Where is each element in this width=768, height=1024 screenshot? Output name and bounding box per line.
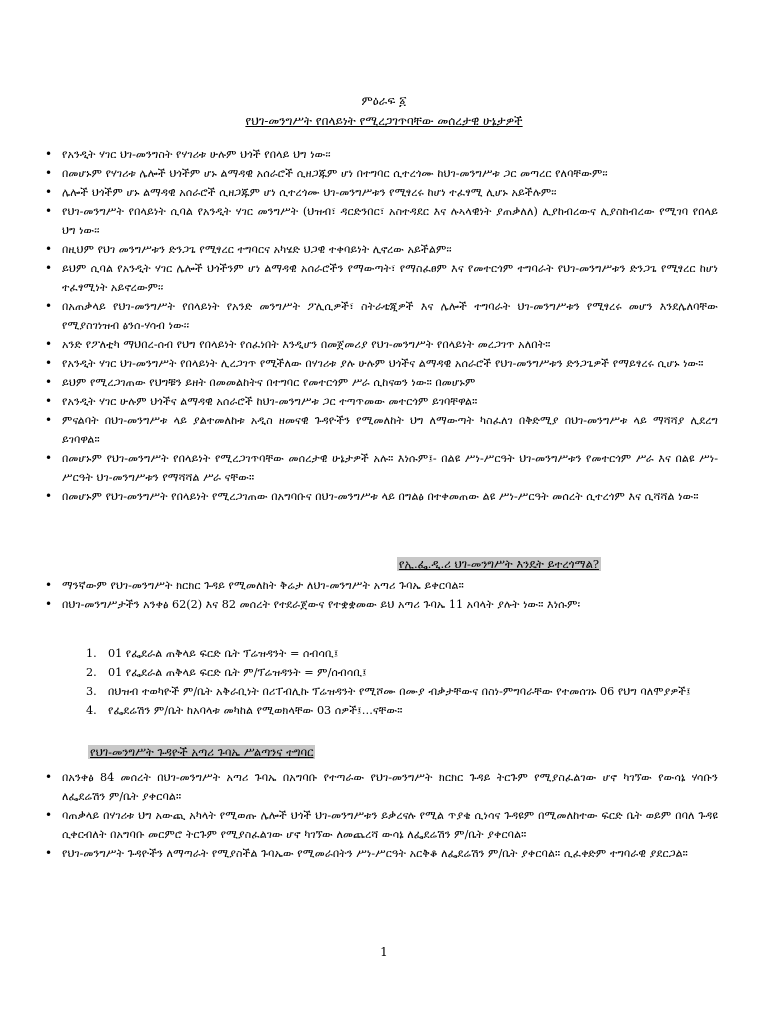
numbered-item <box>86 701 718 720</box>
bullet-list-council <box>62 768 718 863</box>
list-item: • አንድ የፖለቲካ ማህበረ-ሰብ የህግ የበላይነት የሰፈነበት እንዲሆን በመጀመሪያ የህገ-መንግሥት የበላይነት መረጋገጥ አለበት። <box>62 335 718 354</box>
item-number: 4. <box>86 704 97 717</box>
numbered-list-members <box>86 644 718 720</box>
list-item: • በመሆኑም የህገ-መንግሥት የበላይነት የሚረጋገጠው በአግባቡና በህገ-መንግሥቱ ላይ በግልፅ በተቀመጠው ልዩ ሥነ-ሥርዓት መሰረት ሲተረጎም እና ሲሻሻል ነው። <box>62 487 718 506</box>
item-text: 01 የፌደራል ጠቅላይ ፍርድ ቤት ም/ፕሬዝዳንት = ም/ሰብሳቢ፤ <box>108 666 367 679</box>
highlighted-heading-text: የኢ.ፌ.ዲ.ሪ ህገ-መንግሥት እንዴት ይተረጎማል? <box>398 557 600 571</box>
list-item: • ይህም ሲባል የአንዲት ሃገር ሌሎች ህጎችንም ሆነ ልማዳዊ አሰራሮችን የማውጣት፣ የማስፈፀም እና የመተርጎም ተግባራት የህገ-መንግሥቱን ድንጋጌ የሚፃረር ከሆነ ተፈፃሚነት አይኖረውም፡፡ <box>62 259 718 297</box>
bullet-list-interpretation <box>62 576 718 614</box>
section-heading-interpretation <box>115 556 768 573</box>
chapter-title: ምዕራፍ ፩ <box>361 94 407 108</box>
list-item: • የአንዲት ሃገር ሁሉም ህጎችና ልማዳዊ አሰራሮች ከህገ-መንግሥቱ ጋር ተጣጥመው መተርጎም ይገባቸዋል። <box>62 392 718 411</box>
section-heading-council-powers <box>88 744 688 761</box>
list-item: • በአጠቃላይ የህገ-መንግሥት የበላይነት የአንድ መንግሥት ፖሊሲዎች፣ ስትራቴጂዎች እና ሌሎች ተግባራት ህገ-መንግሥቱን የሚፃረሩ መሆን እንደሌለባቸው የሚያስገነዝብ ፅንሰ-ሃሳብ ነው፡፡ <box>62 297 718 335</box>
list-item: • የህገ-መንግሥት የበላይነት ሲባል የአንዲት ሃገር መንግሥት (ህዝብ፣ ዳርድንበር፣ አስተዳደር እና ሉኣላዊነት ያጠቃለለ) ሊያከብረውና ሊያስከብረው የሚገባ የበላይ ህግ ነው፡፡ <box>62 202 718 240</box>
list-item: • ባጠቃላይ በሃገሪቱ ህግ አውጪ አካላት የሚወጡ ሌሎች ህጎች ህገ-መንግሥቱን ይቃረናሉ የሚል ጥያቄ ሲነሳና ጉዳዩም በሚመለከተው ፍርድ ቤት ወይም በባለ ጉዳዩ ሲቀርብለት በአግባቡ መርምሮ ትርጉም የሚያስፈልገው ሆኖ ካገኘው ለመጨረሻ ውሳኔ ለፌደሬሽን ም/ቤት ያቀርባል። <box>62 806 718 844</box>
numbered-item <box>86 682 718 701</box>
list-item: • በዚህም የህገ መንግሥቱን ድንጋጌ የሚፃረር ተግባርና አካሄድ ህጋዊ ተቀባይነት ሊኖረው አይችልም፡፡ <box>62 240 718 259</box>
item-text: 01 የፌደራል ጠቅላይ ፍርድ ቤት ፕሬዝዳንት = ሰብሳቢ፤ <box>108 647 339 660</box>
numbered-item <box>86 663 718 682</box>
page-number: 1 <box>380 945 388 959</box>
bullet-list-intro <box>62 145 718 506</box>
list-item: • የአንዲት ሃገር ህገ-መንግስት የሃገሪቱ ሁሉም ህጎች የበላይ ህግ ነው፡፡ <box>62 145 718 164</box>
chapter-subtitle: የህገ-መንግሥት የበላይነት የሚረጋገጥባቸው መሰረታዊ ሁኔታዎች <box>245 114 523 128</box>
list-item: • የአንዲት ሃገር ህገ-መንግሥት የበላይነት ሊረጋገጥ የሚችለው በሃገሪቱ ያሉ ሁሉም ህጎችና ልማዳዊ አሰራሮች የህገ-መንግሥቱን ድንጋጌዎች የማይፃረሩ ሲሆኑ ነው። <box>62 354 718 373</box>
item-number: 1. <box>86 647 97 660</box>
item-number: 2. <box>86 666 97 679</box>
list-item: • በመሆኑም የሃገሪቱ ሌሎች ህጎችም ሆኑ ልማዳዊ አሰራሮች ሲዘጋጁም ሆነ በተግባር ሲተረጎሙ ከህገ-መንግሥቱ ጋር መጣረር የለባቸውም፡፡ <box>62 164 718 183</box>
list-item: • የህገ-መንግሥት ጉዳዮችን ለማጣራት የሚያስችል ጉባኤው የሚመራበትን ሥነ-ሥርዓት አርቅቆ ለፌደሬሽን ም/ቤት ያቀርባል። ሲፈቀድም ተግባራዊ ያደርጋል። <box>62 844 718 863</box>
list-item: • ምናልባት በህገ-መንግሥቱ ላይ ያልተመለከቱ አዲስ ዘመናዊ ጉዳዮችን የሚመለከት ህግ ለማውጣት ካስፈለገ በቅድሚያ በህገ-መንግሥቱ ላይ ማሻሻያ ሊደረግ ይገባዋል። <box>62 411 718 449</box>
list-item: • ይህም የሚረጋገጠው የህግቹን ይዘት በመመልከትና በተግባር የመተርጎም ሥራ ሲከናወን ነው። በመሆኑም <box>62 373 718 392</box>
list-item: • በመሆኑም የህገ-መንግሥት የበላይነት የሚረጋገጥባቸው መሰረታዊ ሁኔታዎች አሉ። እነሱም፤- በልዩ ሥነ-ሥርዓት ህገ-መንግሥቱን የመተርጎም ሥራ እና በልዩ ሥነ-ሥርዓት ህገ-መንግሥቱን የማሻሻል ሥራ ናቸው። <box>62 449 718 487</box>
list-item: • ሌሎች ህጎችም ሆኑ ልማዳዊ አሰራሮች ሲዘጋጁም ሆነ ሲተረጎሙ ህገ-መንግሥቱን የሚፃረሩ ከሆነ ተፈፃሚ ሊሆኑ አይችሉም፡፡ <box>62 183 718 202</box>
numbered-item <box>86 644 718 663</box>
item-text: በህዝብ ተወካዮች ም/ቤት አቅራቢነት በሪፐብሊኩ ፕሬዝዳንት የሚሾሙ በሙያ ብቃታቸውና በስነ-ምግባራቸው የተመሰገኑ 06 የህግ ባለሞያዎች፤ <box>108 685 691 698</box>
item-number: 3. <box>86 685 97 698</box>
list-item: • በአንቀፅ 84 መሰረት በህገ-መንግሥት አጣሪ ጉባኤ በአግባቡ የተጣራው የህገ-መንግሥት ክርክር ጉዳይ ትርጉም የሚያስፈልገው ሆኖ ካገኘው የውሳኔ ሃሳቡን ለፌደሬሽን ም/ቤት ያቀርባል። <box>62 768 718 806</box>
list-item: • በህገ-መንግሥታችን አንቀፅ 62(2) እና 82 መሰረት የተደራጀውና የተቋቋመው ይህ አጣሪ ጉባኤ 11 አባላት ያሉት ነው። እነሱም፡ <box>62 595 718 614</box>
item-text: የፌደሬሽን ም/ቤት ከአባላቱ መካከል የሚወክላቸው 03 ሰዎች፤…ናቸው። <box>108 704 403 717</box>
list-item: • ማንኛውም የህገ-መንግሥት ክርክር ጉዳይ የሚመለከት ቅሬታ ለህገ-መንግሥት አጣሪ ጉባኤ ይቀርባል። <box>62 576 718 595</box>
highlighted-heading-text: የህገ-መንግሥት ጉዳዮች አጣሪ ጉባኤ ሥልጣንና ተግባር <box>90 745 314 759</box>
